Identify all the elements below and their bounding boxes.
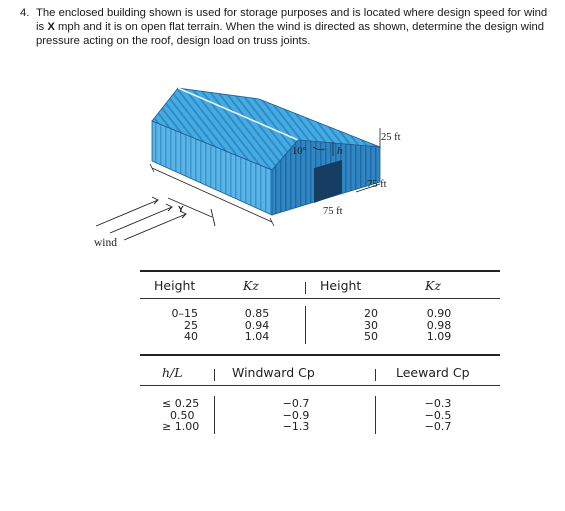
dim-front-tick-right xyxy=(270,218,274,226)
cp-header-divider-2 xyxy=(375,369,376,381)
wind-speed-variable: X xyxy=(47,21,55,33)
kz-heights-col-1 xyxy=(158,308,198,343)
roof-angle-label: 10° xyxy=(292,146,307,157)
wind-arrows-icon xyxy=(96,197,186,240)
kz-body-divider xyxy=(305,306,306,344)
problem-text-part-1: The enclosed building shown is used for storage purposes and is located where design speed for wind is xyxy=(36,7,548,33)
cp-windward-col xyxy=(276,398,316,433)
kz-height-1-2: 40 xyxy=(184,330,198,343)
problem-number: 4. xyxy=(20,7,30,19)
kz-value-2-2: 1.09 xyxy=(426,330,452,343)
cp-header-windward: Windward Cp xyxy=(232,365,315,380)
kz-value-1-2: 1.04 xyxy=(244,330,270,343)
dim-front-label: 75 ft xyxy=(323,206,343,217)
cp-leeward-1: −0.5 xyxy=(424,408,452,422)
cp-windward-0: −0.7 xyxy=(282,397,310,410)
cp-hl-0: ≤ 0.25 xyxy=(162,397,200,410)
kz-header-height-2: Height xyxy=(320,278,362,293)
cp-hl-col xyxy=(162,398,208,433)
cp-header-hl: h/L xyxy=(162,365,183,380)
y-label: Y xyxy=(178,204,184,214)
kz-header-height-1: Height xyxy=(154,278,196,293)
kz-header-divider xyxy=(305,282,306,294)
height-label: h xyxy=(337,145,343,157)
dim-top-label: 25 ft xyxy=(381,132,401,143)
kz-table-top-rule xyxy=(140,270,500,272)
kz-height-2-2: 50 xyxy=(364,330,378,343)
cp-header-divider-1 xyxy=(214,369,215,381)
cp-leeward-0: −0.3 xyxy=(424,397,452,410)
kz-heights-col-2 xyxy=(356,308,386,343)
cp-body-divider-2 xyxy=(375,396,376,434)
problem-text-part-2: mph and it is on open flat terrain. When the wind is directed as shown, determine the design wind pressure acting on the roof, design load on truss joints. xyxy=(36,21,545,47)
cp-body-divider-1 xyxy=(214,396,215,434)
kz-height-2-0: 20 xyxy=(364,307,378,320)
kz-values-col-1 xyxy=(240,308,274,343)
kz-height-1-1: 25 xyxy=(184,318,198,332)
cp-windward-1: −0.9 xyxy=(282,408,310,422)
cp-leeward-col xyxy=(418,398,458,433)
kz-values-col-2 xyxy=(422,308,456,343)
y-dimension-tick xyxy=(211,209,215,226)
kz-value-1-0: 0.85 xyxy=(244,307,270,320)
cp-hl-1: 0.50 xyxy=(170,408,195,422)
cp-windward-2: −1.3 xyxy=(282,420,310,433)
cp-hl-2: ≥ 1.00 xyxy=(162,420,200,433)
cp-table-top-rule xyxy=(140,354,500,356)
kz-table-header-rule xyxy=(140,298,500,299)
kz-header-kz-1: Kz xyxy=(243,278,259,293)
wind-label: wind xyxy=(94,237,117,249)
kz-height-1-0: 0–15 xyxy=(171,307,198,320)
kz-value-1-1: 0.94 xyxy=(244,318,270,332)
kz-height-2-1: 30 xyxy=(364,318,378,332)
y-dimension-line xyxy=(168,198,212,217)
dim-front-tick-left xyxy=(150,164,154,172)
kz-header-kz-2: Kz xyxy=(425,278,441,293)
cp-table-header-rule xyxy=(140,385,500,386)
kz-value-2-0: 0.90 xyxy=(426,307,452,320)
cp-leeward-2: −0.7 xyxy=(424,420,452,433)
kz-value-2-1: 0.98 xyxy=(426,318,452,332)
dim-side-label: 75 ft xyxy=(367,179,387,190)
cp-header-leeward: Leeward Cp xyxy=(396,365,470,380)
